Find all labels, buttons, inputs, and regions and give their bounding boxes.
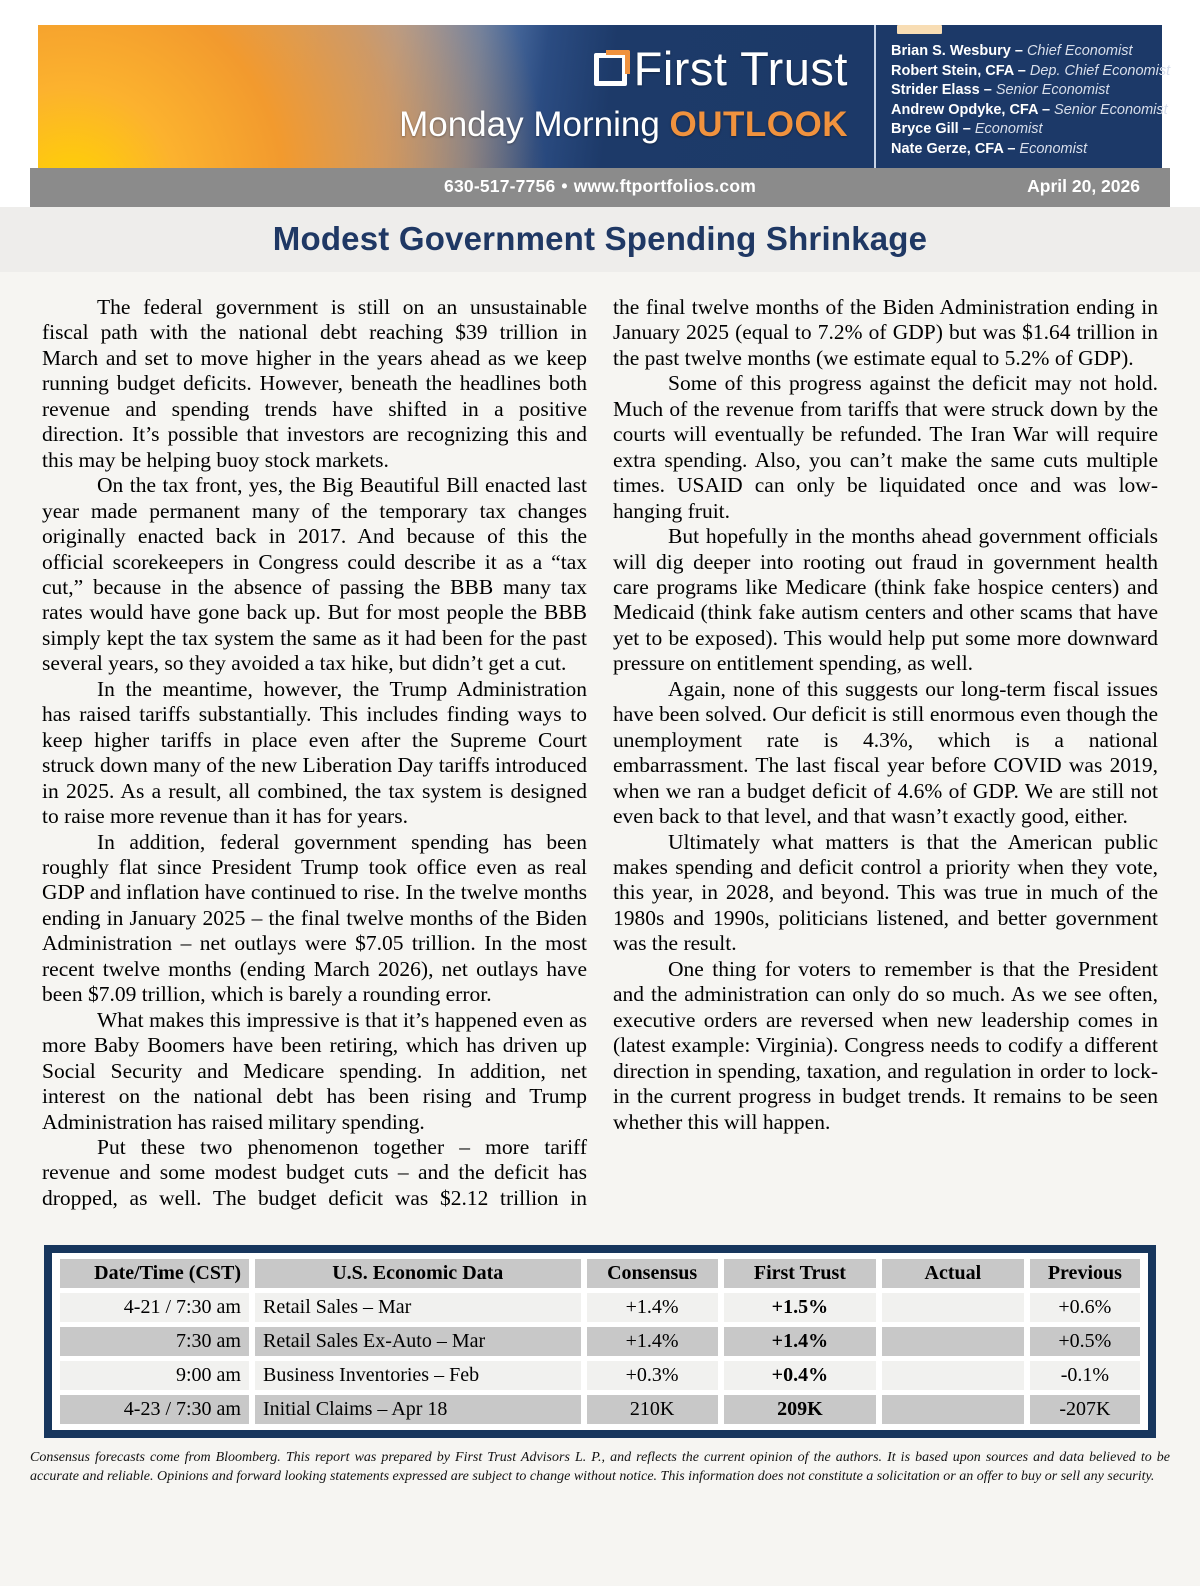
article-column-right — [613, 295, 1158, 1211]
paragraph: But hopefully in the months ahead government officials will dig deeper into rooting out fraud in government health care programs like Medicare (think fake hospice centers) and Medicaid (think fake autism centers and other scams that have yet to be exposed). This would help put some more downward pressure on entitlement spending, as well. — [613, 524, 1158, 676]
paragraph: the final twelve months of the Biden Administration ending in January 2025 (equal to 7.2% of GDP) but was $1.64 trillion in the past twelve months (we estimate equal to 5.2% of GDP). — [613, 295, 1158, 370]
economist-entry — [891, 120, 1156, 140]
table-row — [60, 1395, 1140, 1424]
economist-entry — [891, 140, 1156, 160]
cell-actual — [882, 1293, 1024, 1322]
economist-entry — [891, 62, 1171, 82]
cell-consensus: +1.4% — [587, 1293, 718, 1322]
separator: – — [1017, 62, 1026, 79]
cell-previous: -207K — [1030, 1395, 1140, 1424]
cell-datetime: 9:00 am — [60, 1361, 249, 1390]
cell-first-trust: +1.5% — [724, 1293, 876, 1322]
cell-consensus: +0.3% — [587, 1361, 718, 1390]
square-orange-corner — [606, 50, 630, 74]
phone-number: 630-517-7756 — [444, 176, 556, 196]
economist-name: Andrew Opdyke, CFA — [891, 101, 1038, 118]
page-content — [0, 207, 1200, 1586]
top-edge-orange-artifact — [897, 25, 942, 34]
cell-actual — [882, 1327, 1024, 1356]
title-band — [0, 207, 1200, 272]
table-header-row — [60, 1259, 1140, 1288]
separator: – — [983, 82, 992, 98]
economist-entry — [891, 101, 1168, 121]
paragraph: Ultimately what matters is that the American public makes spending and deficit control a priority when they vote, this year, in 2028, and beyond. This was true in much of the 1980s and 1990s, politicians listened, and better government was the result. — [613, 829, 1158, 956]
table-row — [60, 1327, 1140, 1356]
cell-indicator: Initial Claims – Apr 18 — [255, 1395, 581, 1424]
economist-entry — [891, 81, 1156, 101]
bullet-separator: • — [561, 176, 568, 196]
column-header-datetime: Date/Time (CST) — [60, 1259, 249, 1288]
separator: – — [1007, 140, 1016, 157]
paragraph: Again, none of this suggests our long-term fiscal issues have been solved. Our deficit is still enormous even though the unemployment rate is 4.3%, which is a national embarrassment. The last fiscal year before COVID was 2019, when we ran a budget deficit of 4.6% of GDP. We are still not even back to that level, and that wasn’t exactly good, either. — [613, 676, 1158, 829]
economist-title: Economist — [1019, 140, 1088, 157]
cell-consensus: +1.4% — [587, 1327, 718, 1356]
cell-datetime: 4-23 / 7:30 am — [60, 1395, 249, 1424]
issue-date: April 20, 2026 — [1027, 176, 1140, 196]
economist-entry — [891, 42, 1156, 62]
cell-actual — [882, 1395, 1024, 1424]
cell-datetime: 7:30 am — [60, 1327, 249, 1356]
cell-indicator: Retail Sales Ex-Auto – Mar — [255, 1327, 581, 1356]
disclaimer-text: Consensus forecasts come from Bloomberg. This report was prepared by First Trust Advisors L. P., and reflects the current opinion of the authors. It is based upon sources and data believed to be accurate and reliable. Opinions and forward looking statements expressed are subject to change without notice. This information does not constitute a solicitation or an offer to buy or sell any security. — [30, 1450, 1170, 1485]
paragraph: In the meantime, however, the Trump Administration has raised tariffs substantially. This includes finding ways to keep higher tariffs in place even after the Supreme Court struck down many of the new Liberation Day tariffs introduced in 2025. As a result, all combined, the tax system is designed to raise more revenue than it has for years. — [42, 676, 587, 829]
paragraph: The federal government is still on an unsustainable fiscal path with the national debt reaching $39 trillion in March and set to move higher in the years ahead as we keep running budget deficits. However, beneath the headlines both revenue and spending trends have shifted in a positive direction. It’s possible that investors are recognizing this and this may be helping buoy stock markets. — [42, 295, 587, 472]
cell-first-trust: 209K — [724, 1395, 876, 1424]
economist-title: Senior Economist — [995, 82, 1110, 98]
economist-name: Bryce Gill — [891, 121, 959, 137]
contact-info — [30, 176, 1170, 197]
brand-name: First Trust — [633, 42, 848, 95]
cell-previous: +0.6% — [1030, 1293, 1140, 1322]
economist-name: Robert Stein, CFA — [891, 62, 1014, 79]
newsletter-name — [399, 105, 848, 145]
paragraph: In addition, federal government spending has been roughly flat since President Trump took office even as real GDP and inflation have continued to rise. In the twelve months ending in January 2025 – the final twelve months of the Biden Administration – net outlays were $7.05 trillion. In the most recent twelve months (ending March 2026), net outlays have been $7.09 trillion, which is barely a rounding error. — [42, 829, 587, 1007]
column-header-actual: Actual — [882, 1259, 1024, 1288]
economist-title: Chief Economist — [1026, 43, 1133, 59]
economist-name: Brian S. Wesbury — [891, 43, 1011, 59]
paragraph: Some of this progress against the deficit may not hold. Much of the revenue from tariffs that were struck down by the courts will eventually be refunded. The Iran War will require extra spending. Also, you can’t make the same cuts multiple times. USAID can only be liquidated once and was low-hanging fruit. — [613, 371, 1158, 523]
economists-panel — [874, 25, 1171, 168]
paragraph: Put these two phenomenon together – more tariff revenue and some modest budget cuts – and the deficit has dropped, as well. The budget deficit was $2.12 trillion in — [42, 1134, 587, 1210]
article-body — [0, 272, 1200, 1211]
cell-consensus: 210K — [587, 1395, 718, 1424]
economist-name: Nate Gerze, CFA — [891, 140, 1004, 157]
paragraph: What makes this impressive is that it’s happened even as more Baby Boomers have been retiring, which has driven up Social Security and Medicare spending. In addition, net interest on the national debt has been rising and Trump Administration has raised military spending. — [42, 1007, 587, 1134]
column-header-consensus: Consensus — [587, 1259, 718, 1288]
cell-indicator: Retail Sales – Mar — [255, 1293, 581, 1322]
cell-actual — [882, 1361, 1024, 1390]
outlook-label: OUTLOOK — [669, 105, 848, 144]
separator: – — [962, 121, 971, 137]
page-title: Modest Government Spending Shrinkage — [272, 220, 928, 257]
masthead-banner — [38, 25, 1171, 168]
column-header-first-trust: First Trust — [724, 1259, 876, 1288]
first-trust-logo — [399, 41, 848, 145]
column-header-previous: Previous — [1030, 1259, 1140, 1288]
economic-calendar — [54, 1254, 1146, 1429]
table-row — [60, 1293, 1140, 1322]
first-trust-square-icon — [594, 53, 627, 86]
cell-first-trust: +0.4% — [724, 1361, 876, 1390]
monday-morning-label: Monday Morning — [399, 105, 670, 144]
cell-datetime: 4-21 / 7:30 am — [60, 1293, 249, 1322]
paragraph: On the tax front, yes, the Big Beautiful Bill enacted last year made permanent many of the temporary tax changes originally enacted back in 2017. And because of this the official scorekeepers in Congress could describe it as a “tax cut,” because in the absence of passing the BBB many tax rates would have gone back up. But for most people the BBB simply kept the tax system the same as it had been for the past several years, so they avoided a tax hike, but didn’t get a cut. — [42, 473, 587, 676]
separator: – — [1014, 43, 1023, 59]
article-column-left — [42, 295, 587, 1211]
economist-title: Senior Economist — [1054, 101, 1168, 118]
banner-gradient-area — [38, 25, 874, 168]
economist-title: Dep. Chief Economist — [1029, 62, 1171, 79]
economic-data-table — [44, 1245, 1156, 1438]
separator: – — [1041, 101, 1051, 118]
cell-previous: +0.5% — [1030, 1327, 1140, 1356]
paragraph: One thing for voters to remember is that the President and the administration can only do so much. As we see often, executive orders are reversed when new leadership comes in (latest example: Virginia). Congress needs to codify a different direction in spending, taxation, and regulation in order to lock-in the current progress in budget trends. It remains to be seen whether this will happen. — [613, 956, 1158, 1134]
website-url: www.ftportfolios.com — [573, 176, 756, 196]
cell-previous: -0.1% — [1030, 1361, 1140, 1390]
cell-first-trust: +1.4% — [724, 1327, 876, 1356]
column-header-indicator: U.S. Economic Data — [255, 1259, 581, 1288]
economist-title: Economist — [974, 121, 1043, 137]
cell-indicator: Business Inventories – Feb — [255, 1361, 581, 1390]
table-row — [60, 1361, 1140, 1390]
brand-row — [399, 41, 848, 96]
contact-bar — [30, 168, 1170, 207]
economist-name: Strider Elass — [891, 82, 980, 98]
